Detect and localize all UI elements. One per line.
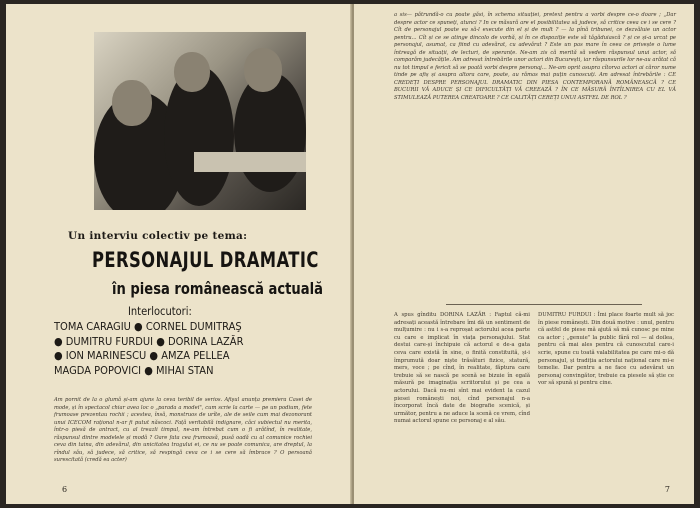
intro-continuation: a sis— pătrundă-o cu poate găsi, în schema situației, pretext pentru a vorbi despre ce-o doare ; „Dar despre actor ce spuneți, atunci ? In ce măsură are el posibilitatea să judece, să critice ceea ce i se cere ? Cît de personajul poate ea să-l execute din el și de mult ? — la pînă tribunei, ce dezvăluie un actor pentru... Cît și ce se atinge dincolo de vorbă, și în ce dispoziție este să tăgăduiască ? și ce și-a urcat pe personajul, asumat, ca fiind cu adevărat, cu adevărat ? Este un pas mare în ceea ce privește o lume întreagă de situații, de lecturi, de speranțe. Ne-am zis că merită să vedem răspunsul unui actor, să comparăm judecățile. Am adresat întrebările unor actori din București, iar răspunsurile lor ne-au arătat că nu tot timpul e fericit să se poată vorbi despre personaj... Ne-am oprit asupra cîtorva actori ai căror nume tinde pe afiș și asupra altora care, poate, au rămas mai puțin cunoscuți. Am adresat întrebările : CE CREDEȚI DESPRE PERSONAJUL DRAMATIC DIN PIESA CONTEMPORANĂ ROMÂNEASCĂ ? CE BUCURII VĂ ADUCE ȘI CE DIFICULTĂȚI VĂ CREEAZĂ ? ÎN CE MĂSURĂ ÎNTÎLNIREA CU EL VĂ STIMULEAZĂ PUTEREA CREATOARE ? CE CALITĂȚI CEREȚI UNUI ASTFEL DE ROL ? bbox=[394, 12, 676, 101]
answer-column-left: A spus gînditu DORINA LAZĂR : Faptul că-mi adresați această întrebare îmi dă un sentiment de mulțumire : nu i s-a reproșat actorului acea parte cu care e implicat în viața personajului. Stat destui care-și închipuie că actorul e de-a gata ceva care există în sine, o finită constituită, și-i împrumută doar niște trăsături fizice, statură, mers, voce ; pe cînd, în realitate, făptura care trebuie să se nască pe scenă se bizuie în egală măsură pe imaginația scriitorului și pe cea a actorului. Dacă nu-mi sînt mai evident la cazul piesei românești noi, cînd personajul n-a încorporat încă date de biografie scenică, și următor, pentru a ne aduce la scenă ce vrem, cînd numai actorul spune ce personaj e al său. bbox=[394, 312, 530, 425]
interlocutor-names bbox=[54, 320, 265, 378]
article-subtitle: în piesa românească actuală bbox=[112, 279, 323, 298]
interlocutors-label: Interlocutori: bbox=[128, 304, 192, 318]
page-number-left: 6 bbox=[62, 485, 68, 494]
page-number-right: 7 bbox=[664, 485, 670, 494]
intro-paragraph: Am pornit de la o glumă și-am ajuns la ceva teribil de serios. Afişul anunța premiera Casei de mode, și în spectacol chiar avea loc o „parada a modei", cum scrie la carte — pe un podium, fete frumoase prezentau rochii ; acestea, însă, monstruos de urîte, ale de seile cum mai dezonorant unui ICECOM rațional n-ar fi putut născoci. Față veritabilă indignare, căci subiectul nu merita, într-o piesă de antract, cu al treazli timpul, ne-am întrebat cum o fi arătînd, în realitate, răspunsul dintre modelele și modă ? Oare fata cea frumoasă, pusă oadă cu al comunice rochiei ceva din taina, din adevărul, din unicitatea tragului ei, ce nu se poate comunica, are dreptul, la rîndul său, să judece, să critice, să respingă ceva ce i se cere să îmbrace ? O persoană surescitată (credă ea acter) bbox=[54, 397, 312, 463]
left-page bbox=[6, 4, 352, 504]
answer-column-right: DUMITRU FURDUI : Îmi place foarte mult să joc în piese românești. Din două motive : unul, pentru că astfel de piese mă ajută să mă cunosc pe mine ca actor ; „genuie" la public fără rol — al doilea, pentru că mai ales pentru că cunoscutul care-i scrie, spune cu toată valabilitatea pe care mi-o dă personajul, și tradiția actorului național care mi-e temelie. Dar pentru a ne face cu adevărat un personaj convingător, trebuie ca piesele să știe ce vor să spună și pentru cine. bbox=[538, 312, 674, 387]
names-line: ● ION MARINESCU ● AMZA PELLEA bbox=[54, 349, 230, 363]
right-page bbox=[354, 4, 694, 504]
article-title: PERSONAJUL DRAMATIC bbox=[92, 248, 319, 272]
interview-kicker: Un interviu colectiv pe tema: bbox=[68, 230, 248, 242]
interview-photo bbox=[94, 32, 306, 210]
names-line: ● DUMITRU FURDUI ● DORINA LAZĂR bbox=[54, 334, 244, 348]
names-line: TOMA CARAGIU ● CORNEL DUMITRAŞ bbox=[54, 320, 242, 333]
section-divider bbox=[446, 304, 642, 305]
book-spread bbox=[6, 4, 694, 504]
names-line: MAGDA POPOVICI ● MIHAI STAN bbox=[54, 363, 214, 377]
